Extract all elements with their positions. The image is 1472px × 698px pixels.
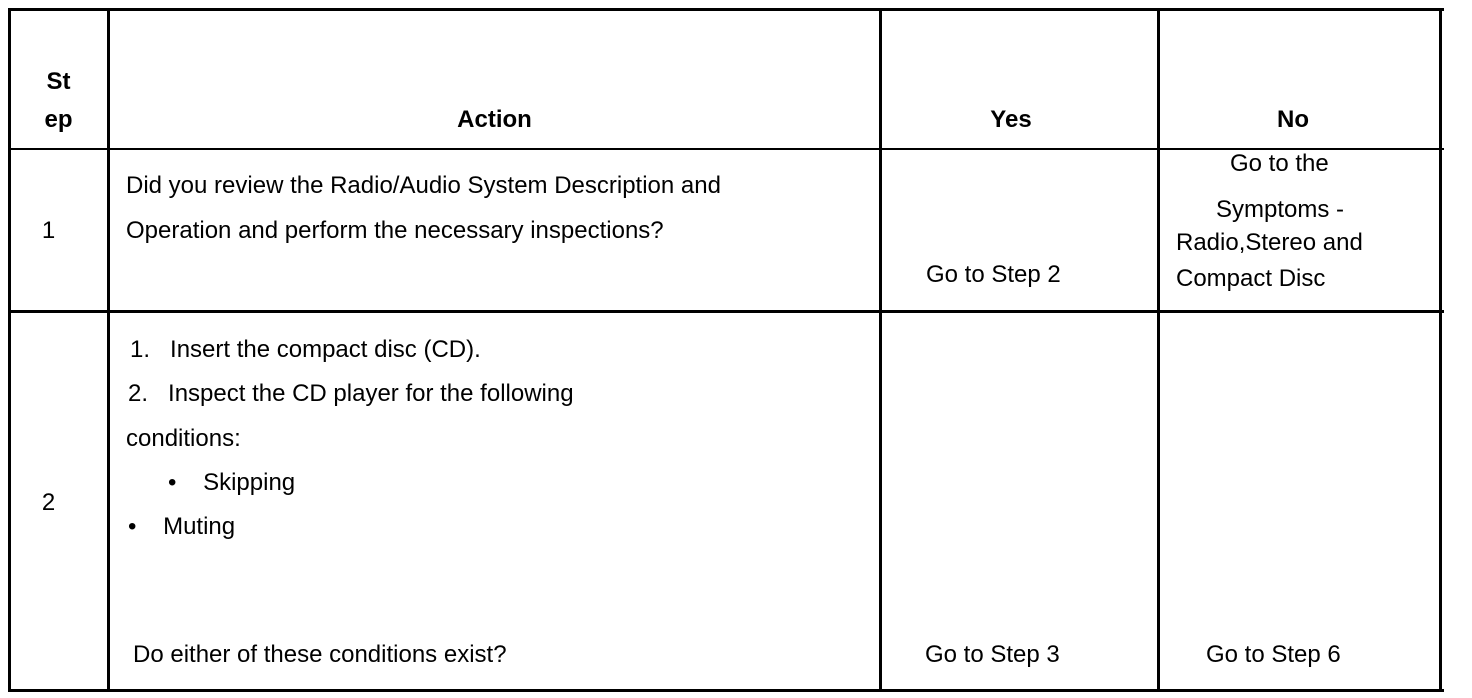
row-1-action-line-2: Operation and perform the necessary inspections? [126,217,664,244]
row-2-yes: Go to Step 3 [925,641,1060,668]
table-bottom-border [8,689,1444,692]
row-2-action-item-1: 1. Insert the compact disc (CD). [130,336,481,363]
row-1-no-line-3: Radio,Stereo and [1176,229,1363,256]
row-1-yes: Go to Step 2 [926,261,1061,288]
table-top-border [8,8,1444,11]
header-step-line-1: St [46,68,71,95]
row-1-no-line-4: Compact Disc [1176,265,1326,292]
row-2-action-item-2: 2. Inspect the CD player for the following [128,380,574,407]
row-2-action-item-3: conditions: [126,425,241,452]
header-step-line-2: ep [44,106,73,133]
row-1-no-line-2: Symptoms - [1216,196,1345,223]
row-2-no: Go to Step 6 [1206,641,1341,668]
header-yes: Yes [990,106,1032,133]
header-action: Action [457,106,532,133]
row-2-step: 2 [41,489,56,516]
header-no: No [1277,106,1309,133]
row-2-action-bullet-muting: • Muting [128,513,236,540]
row-2-action-bullet-skipping: • Skipping [168,469,296,496]
table-right-border [1439,8,1442,692]
row-divider [8,310,1444,313]
row-2-action-question: Do either of these conditions exist? [133,641,507,668]
row-1-step: 1 [41,217,56,244]
row-1-no-line-1: Go to the [1230,150,1329,177]
header-divider [8,148,1444,150]
row-1-action-line-1: Did you review the Radio/Audio System Description and [126,172,721,199]
